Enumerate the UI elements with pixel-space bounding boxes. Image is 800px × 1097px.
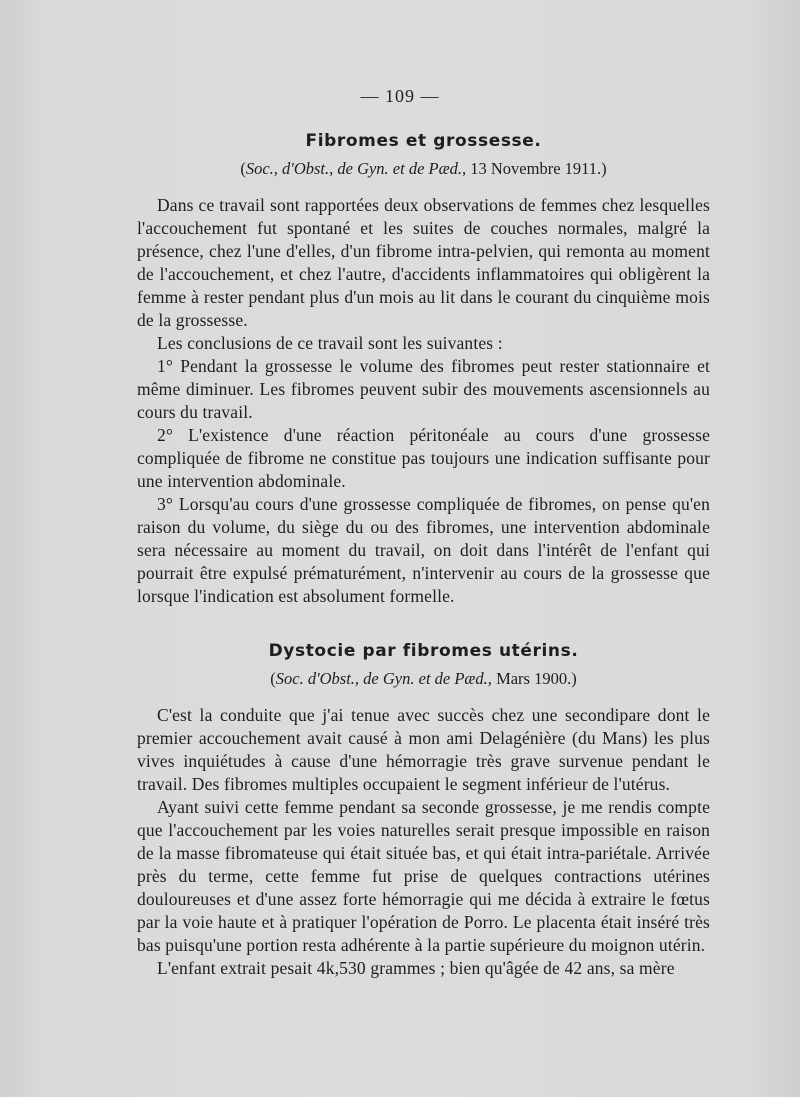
paragraph: Ayant suivi cette femme pendant sa seconde grossesse, je me rendis compte que l'accouchement par les voies naturelles serait presque impossible en raison de la masse fibromateuse qui était située bas, et qui était intra-pariétale. Arrivée près du terme, cette femme fut prise de quelques contractions utérines douloureuses et d'une assez forte hémorragie qui me décida à extraire le fœtus par la voie haute et à pratiquer l'opération de Porro. Le placenta était inséré très bas puisqu'une portion resta adhérente à la partie supérieure du moignon utérin. xyxy=(137,797,710,955)
section-fibromes-et-grossesse xyxy=(137,130,710,608)
section-title: Fibromes et grossesse. xyxy=(305,131,542,151)
citation-date: 13 Novembre 1911.) xyxy=(466,159,607,178)
paragraph: 3° Lorsqu'au cours d'une grossesse compliquée de fibromes, on pense qu'en raison du volume, du siège du ou des fibromes, une intervention abdominale sera nécessaire au moment du travail, on doit dans l'intérêt de l'enfant qui pourrait être expulsé prématurément, n'intervenir au cours de la grossesse que lorsque l'indication est absolument formelle. xyxy=(137,494,710,606)
paragraph: 1° Pendant la grossesse le volume des fibromes peut rester stationnaire et même diminuer. Les fibromes peuvent subir des mouvements ascensionnels au cours du travail. xyxy=(137,356,710,422)
paragraph: Dans ce travail sont rapportées deux observations de femmes chez lesquelles l'accouchement fut spontané et les suites de couches normales, malgré la présence, chez l'une d'elles, d'un fibrome intra-pelvien, qui remonta au moment de l'accouchement, et chez l'autre, d'accidents inflammatoires qui obligèrent la femme à rester pendant plus d'un mois au lit dans le courant du cinquième mois de la grossesse. xyxy=(137,195,710,330)
section-dystocie-par-fibromes xyxy=(137,640,710,980)
citation-date: Mars 1900.) xyxy=(491,669,577,688)
paragraph: 2° L'existence d'une réaction péritonéale au cours d'une grossesse compliquée de fibrome ne constitue pas toujours une indication suffisante pour une intervention abdominale. xyxy=(137,425,710,491)
citation-open: ( xyxy=(240,159,246,178)
section-citation xyxy=(137,158,710,180)
section-citation xyxy=(137,668,710,690)
section-title: Dystocie par fibromes utérins. xyxy=(268,641,579,661)
paragraph: Les conclusions de ce travail sont les suivantes : xyxy=(157,333,503,353)
citation-journal: Soc., d'Obst., de Gyn. et de Pæd., xyxy=(245,159,467,178)
citation-open: ( xyxy=(270,669,276,688)
citation-journal: Soc. d'Obst., de Gyn. et de Pæd., xyxy=(275,669,492,688)
paragraph: L'enfant extrait pesait 4k,530 grammes ; bien qu'âgée de 42 ans, sa mère xyxy=(157,958,675,978)
page-number: — 109 — xyxy=(360,86,440,106)
paragraph: C'est la conduite que j'ai tenue avec succès chez une secondipare dont le premier accouchement avait causé à mon ami Delagénière (du Mans) les plus vives inquiétudes à cause d'une hémorragie très grave survenue pendant le travail. Des fibromes multiples occupaient le segment inférieur de l'utérus. xyxy=(137,705,710,794)
